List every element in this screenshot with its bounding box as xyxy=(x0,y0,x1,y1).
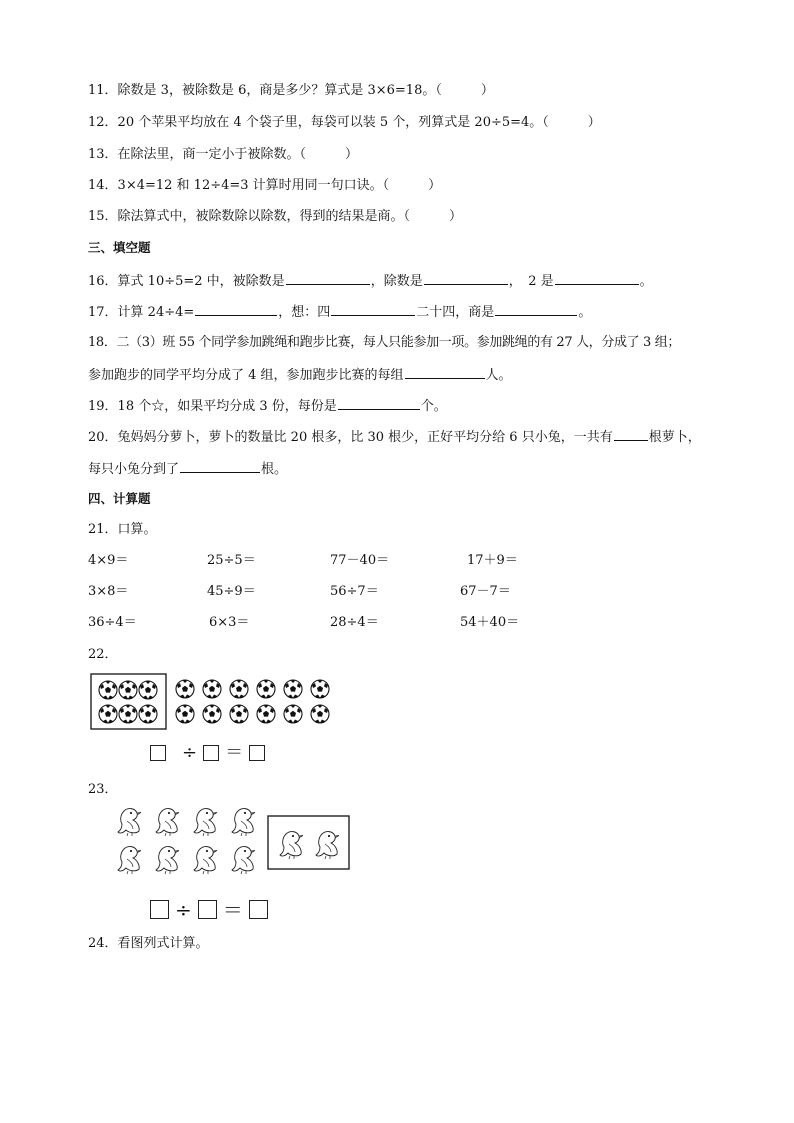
soccer-ball-icon xyxy=(119,705,137,723)
bird-icon xyxy=(316,832,339,859)
oral-calc-item: 56÷7＝ xyxy=(330,584,379,599)
question-17 xyxy=(88,302,591,322)
division-equation-22 xyxy=(150,742,265,763)
q16-part-b: ，除数是 xyxy=(370,274,423,289)
grouping-box xyxy=(268,816,349,869)
bird-icon xyxy=(232,847,255,874)
bird-icon xyxy=(232,809,255,836)
oral-calc-item: 67－7＝ xyxy=(460,584,511,599)
soccer-ball-icon xyxy=(230,705,248,723)
question-18-line-2 xyxy=(88,365,512,385)
soccer-ball-icon xyxy=(139,681,157,699)
bird-icon xyxy=(118,809,141,836)
answer-blank[interactable] xyxy=(331,302,415,316)
oral-calc-item: 4×9＝ xyxy=(88,553,129,568)
soccer-ball-icon xyxy=(99,681,117,699)
bird-icon xyxy=(156,847,179,874)
question-20-line-1 xyxy=(88,427,701,447)
bird-icon xyxy=(280,832,303,859)
oral-calc-item: 25÷5＝ xyxy=(207,553,256,568)
question-16 xyxy=(88,271,653,291)
oral-calc-item: 3×8＝ xyxy=(88,584,129,599)
question-18-line-1: 18．二（3）班 55 个同学参加跳绳和跑步比赛，每人只能参加一项。参加跳绳的有 27 人，分成了 3 组； xyxy=(88,335,681,350)
oral-calc-item: 6×3＝ xyxy=(209,615,250,630)
soccer-ball-icon xyxy=(203,680,221,698)
soccer-ball-icon xyxy=(176,680,194,698)
q17-part-b: ，想：四 xyxy=(278,305,331,320)
q19-part-a: 19．18 个☆，如果平均分成 3 份，每份是 xyxy=(88,399,337,414)
bird-icon xyxy=(156,809,179,836)
divide-sign: ÷ xyxy=(182,742,198,763)
oral-calc-item: 28÷4＝ xyxy=(330,615,379,630)
question-12: 12．20 个苹果平均放在 4 个袋子里，每袋可以装 5 个，列算式是 20÷5=4。（ ） xyxy=(88,115,601,130)
answer-blank[interactable] xyxy=(180,459,260,473)
q17-part-d: 。 xyxy=(578,305,592,320)
question-19 xyxy=(88,396,447,416)
soccer-ball-icon xyxy=(119,681,137,699)
answer-blank[interactable] xyxy=(495,302,577,316)
oral-calc-item: 36÷4＝ xyxy=(88,615,137,630)
question-23-title: 23． xyxy=(88,782,118,797)
question-22-title: 22． xyxy=(88,647,118,662)
soccer-ball-icon xyxy=(311,705,329,723)
oral-calc-item: 54＋40＝ xyxy=(460,615,520,630)
question-21-title: 21．口算。 xyxy=(88,522,157,537)
soccer-ball-icon xyxy=(284,705,302,723)
q17-part-c: 二十四，商是 xyxy=(416,305,495,320)
equals-sign: ＝ xyxy=(222,897,243,922)
soccer-ball-icon xyxy=(284,680,302,698)
oral-calc-item: 17＋9＝ xyxy=(467,553,518,568)
soccer-ball-icon xyxy=(257,680,275,698)
answer-blank[interactable] xyxy=(286,271,370,285)
q16-part-d: 。 xyxy=(639,274,653,289)
soccer-ball-figure xyxy=(90,672,334,732)
answer-blank[interactable] xyxy=(555,271,639,285)
q20-part-c: 每只小兔分到了 xyxy=(88,462,180,477)
q20-part-a: 20．兔妈妈分萝卜，萝卜的数量比 20 根多，比 30 根少，正好平均分给 6 只小兔，一共有 xyxy=(88,430,613,445)
answer-blank[interactable] xyxy=(405,365,485,379)
q19-part-b: 个。 xyxy=(420,399,447,414)
oral-calc-item: 45÷9＝ xyxy=(207,584,256,599)
bird-icon xyxy=(194,847,217,874)
bird-icon xyxy=(118,847,141,874)
answer-blank[interactable] xyxy=(614,427,648,441)
divide-sign: ÷ xyxy=(175,897,192,922)
answer-box[interactable] xyxy=(150,745,166,761)
answer-box[interactable] xyxy=(198,900,217,919)
section-3-heading: 三、填空题 xyxy=(88,240,151,255)
soccer-ball-icon xyxy=(311,680,329,698)
soccer-ball-icon xyxy=(176,705,194,723)
question-20-line-2 xyxy=(88,459,287,479)
q20-part-d: 根。 xyxy=(261,462,288,477)
q18-part-b: 人。 xyxy=(485,368,512,383)
soccer-ball-icon xyxy=(139,705,157,723)
division-equation-23 xyxy=(150,897,268,922)
q16-part-c: ， 2 是 xyxy=(508,274,554,289)
equals-sign: ＝ xyxy=(225,742,244,763)
soccer-ball-icon xyxy=(257,705,275,723)
q17-part-a: 17．计算 24÷4= xyxy=(88,305,195,320)
answer-blank[interactable] xyxy=(195,302,277,316)
answer-box[interactable] xyxy=(249,745,265,761)
question-13: 13．在除法里，商一定小于被除数。（ ） xyxy=(88,147,359,162)
soccer-ball-icon xyxy=(99,705,117,723)
q18-part-a: 参加跑步的同学平均分成了 4 组，参加跑步比赛的每组 xyxy=(88,368,404,383)
oral-calc-item: 77－40＝ xyxy=(330,553,390,568)
q20-part-b: 根萝卜， xyxy=(648,430,701,445)
bird-icon xyxy=(194,809,217,836)
soccer-ball-icon xyxy=(203,705,221,723)
answer-blank[interactable] xyxy=(338,396,420,410)
question-24: 24．看图列式计算。 xyxy=(88,936,209,951)
bird-figure xyxy=(110,806,360,886)
question-11: 11．除数是 3，被除数是 6，商是多少？算式是 3×6=18。（ ） xyxy=(88,83,494,98)
section-4-heading: 四、计算题 xyxy=(88,491,151,506)
soccer-ball-icon xyxy=(230,680,248,698)
answer-box[interactable] xyxy=(150,900,169,919)
answer-blank[interactable] xyxy=(424,271,508,285)
question-14: 14．3×4=12 和 12÷4=3 计算时用同一句口诀。（ ） xyxy=(88,178,442,193)
answer-box[interactable] xyxy=(249,900,268,919)
answer-box[interactable] xyxy=(203,745,219,761)
q16-part-a: 16．算式 10÷5=2 中，被除数是 xyxy=(88,274,285,289)
question-15: 15．除法算式中，被除数除以除数，得到的结果是商。（ ） xyxy=(88,209,463,224)
